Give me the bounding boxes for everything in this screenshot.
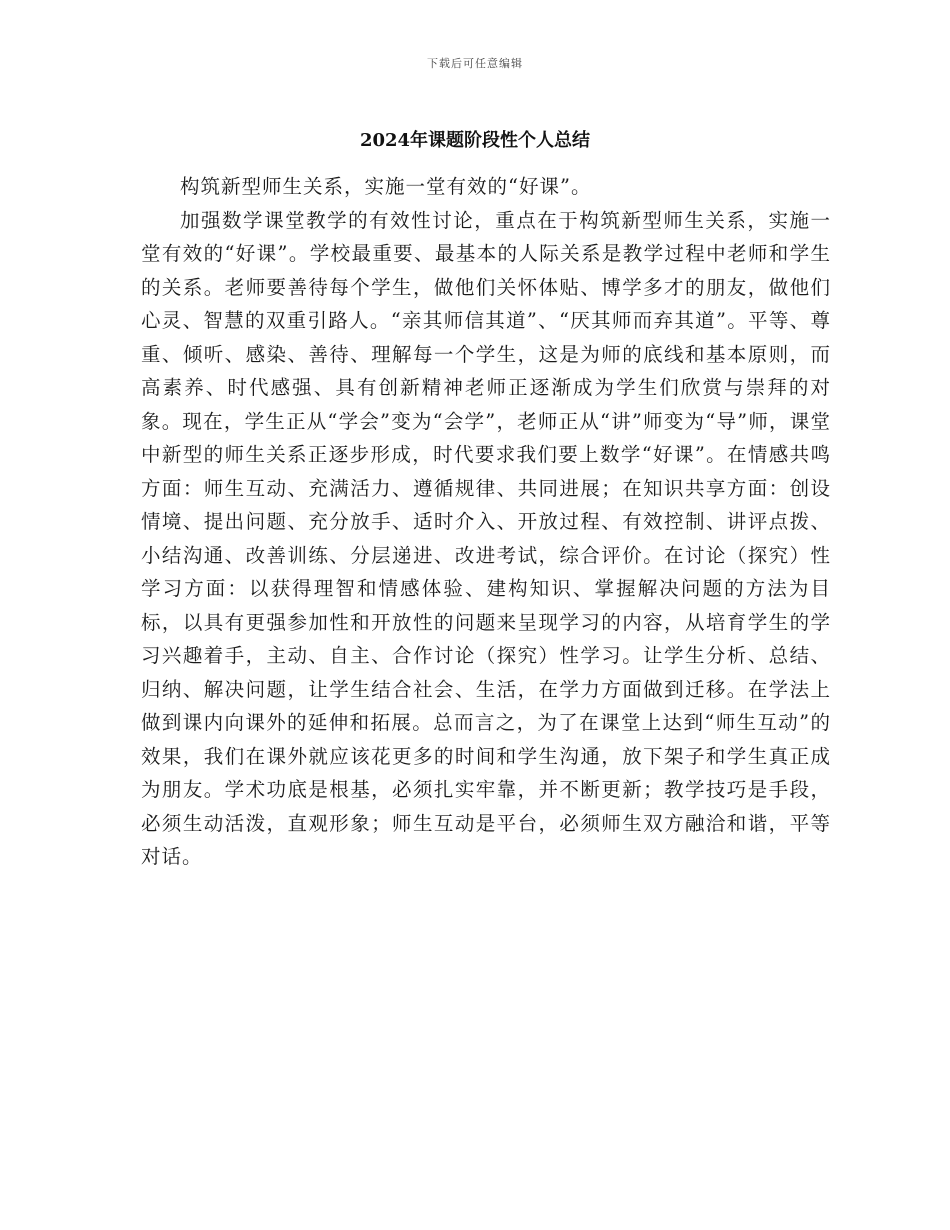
paragraph-intro: 构筑新型师生关系，实施一堂有效的“好课”。 xyxy=(180,175,592,198)
document-title: 2024年课题阶段性个人总结 xyxy=(359,130,591,151)
header-note: 下载后可任意编辑 xyxy=(427,57,523,70)
paragraph-main: 加强数学课堂教学的有效性讨论，重点在于构筑新型师生关系，实施一堂有效的“好课”。学校最重要、最基本的人际关系是教学过程中老师和学生的关系。老师要善待每个学生，做他们关怀体贴、博学多才的朋友，做他们心灵、智慧的双重引路人。“亲其师信其道”、“厌其师而弃其道”。平等、尊重、倾听、感染、善待、理解每一个学生，这是为师的底线和基本原则，而高素养、时代感强、具有创新精神老师正逐渐成为学生们欣赏与崇拜的对象。现在，学生正从“学会”变为“会学”，老师正从“讲”师变为“导”师，课堂中新型的师生关系正逐步形成，时代要求我们要上数学“好课”。在情感共鸣方面：师生互动、充满活力、遵循规律、共同进展；在知识共享方面：创设情境、提出问题、充分放手、适时介入、开放过程、有效控制、讲评点拨、小结沟通、改善训练、分层递进、改进考试，综合评价。在讨论（探究）性学习方面：以获得理智和情感体验、建构知识、掌握解决问题的方法为目标，以具有更强参加性和开放性的问题来呈现学习的内容，从培育学生的学习兴趣着手，主动、自主、合作讨论（探究）性学习。让学生分析、总结、归纳、解决问题，让学生结合社会、生活，在学力方面做到迁移。在学法上做到课内向课外的延伸和拓展。总而言之，为了在课堂上达到“师生互动”的效果，我们在课外就应该花更多的时间和学生沟通，放下架子和学生真正成为朋友。学术功底是根基，必须扎实牢靠，并不断更新；教学技巧是手段，必须生动活泼，直观形象；师生互动是平台，必须师生双方融洽和谐，平等对话。 xyxy=(141,208,831,868)
document-body xyxy=(141,170,831,874)
